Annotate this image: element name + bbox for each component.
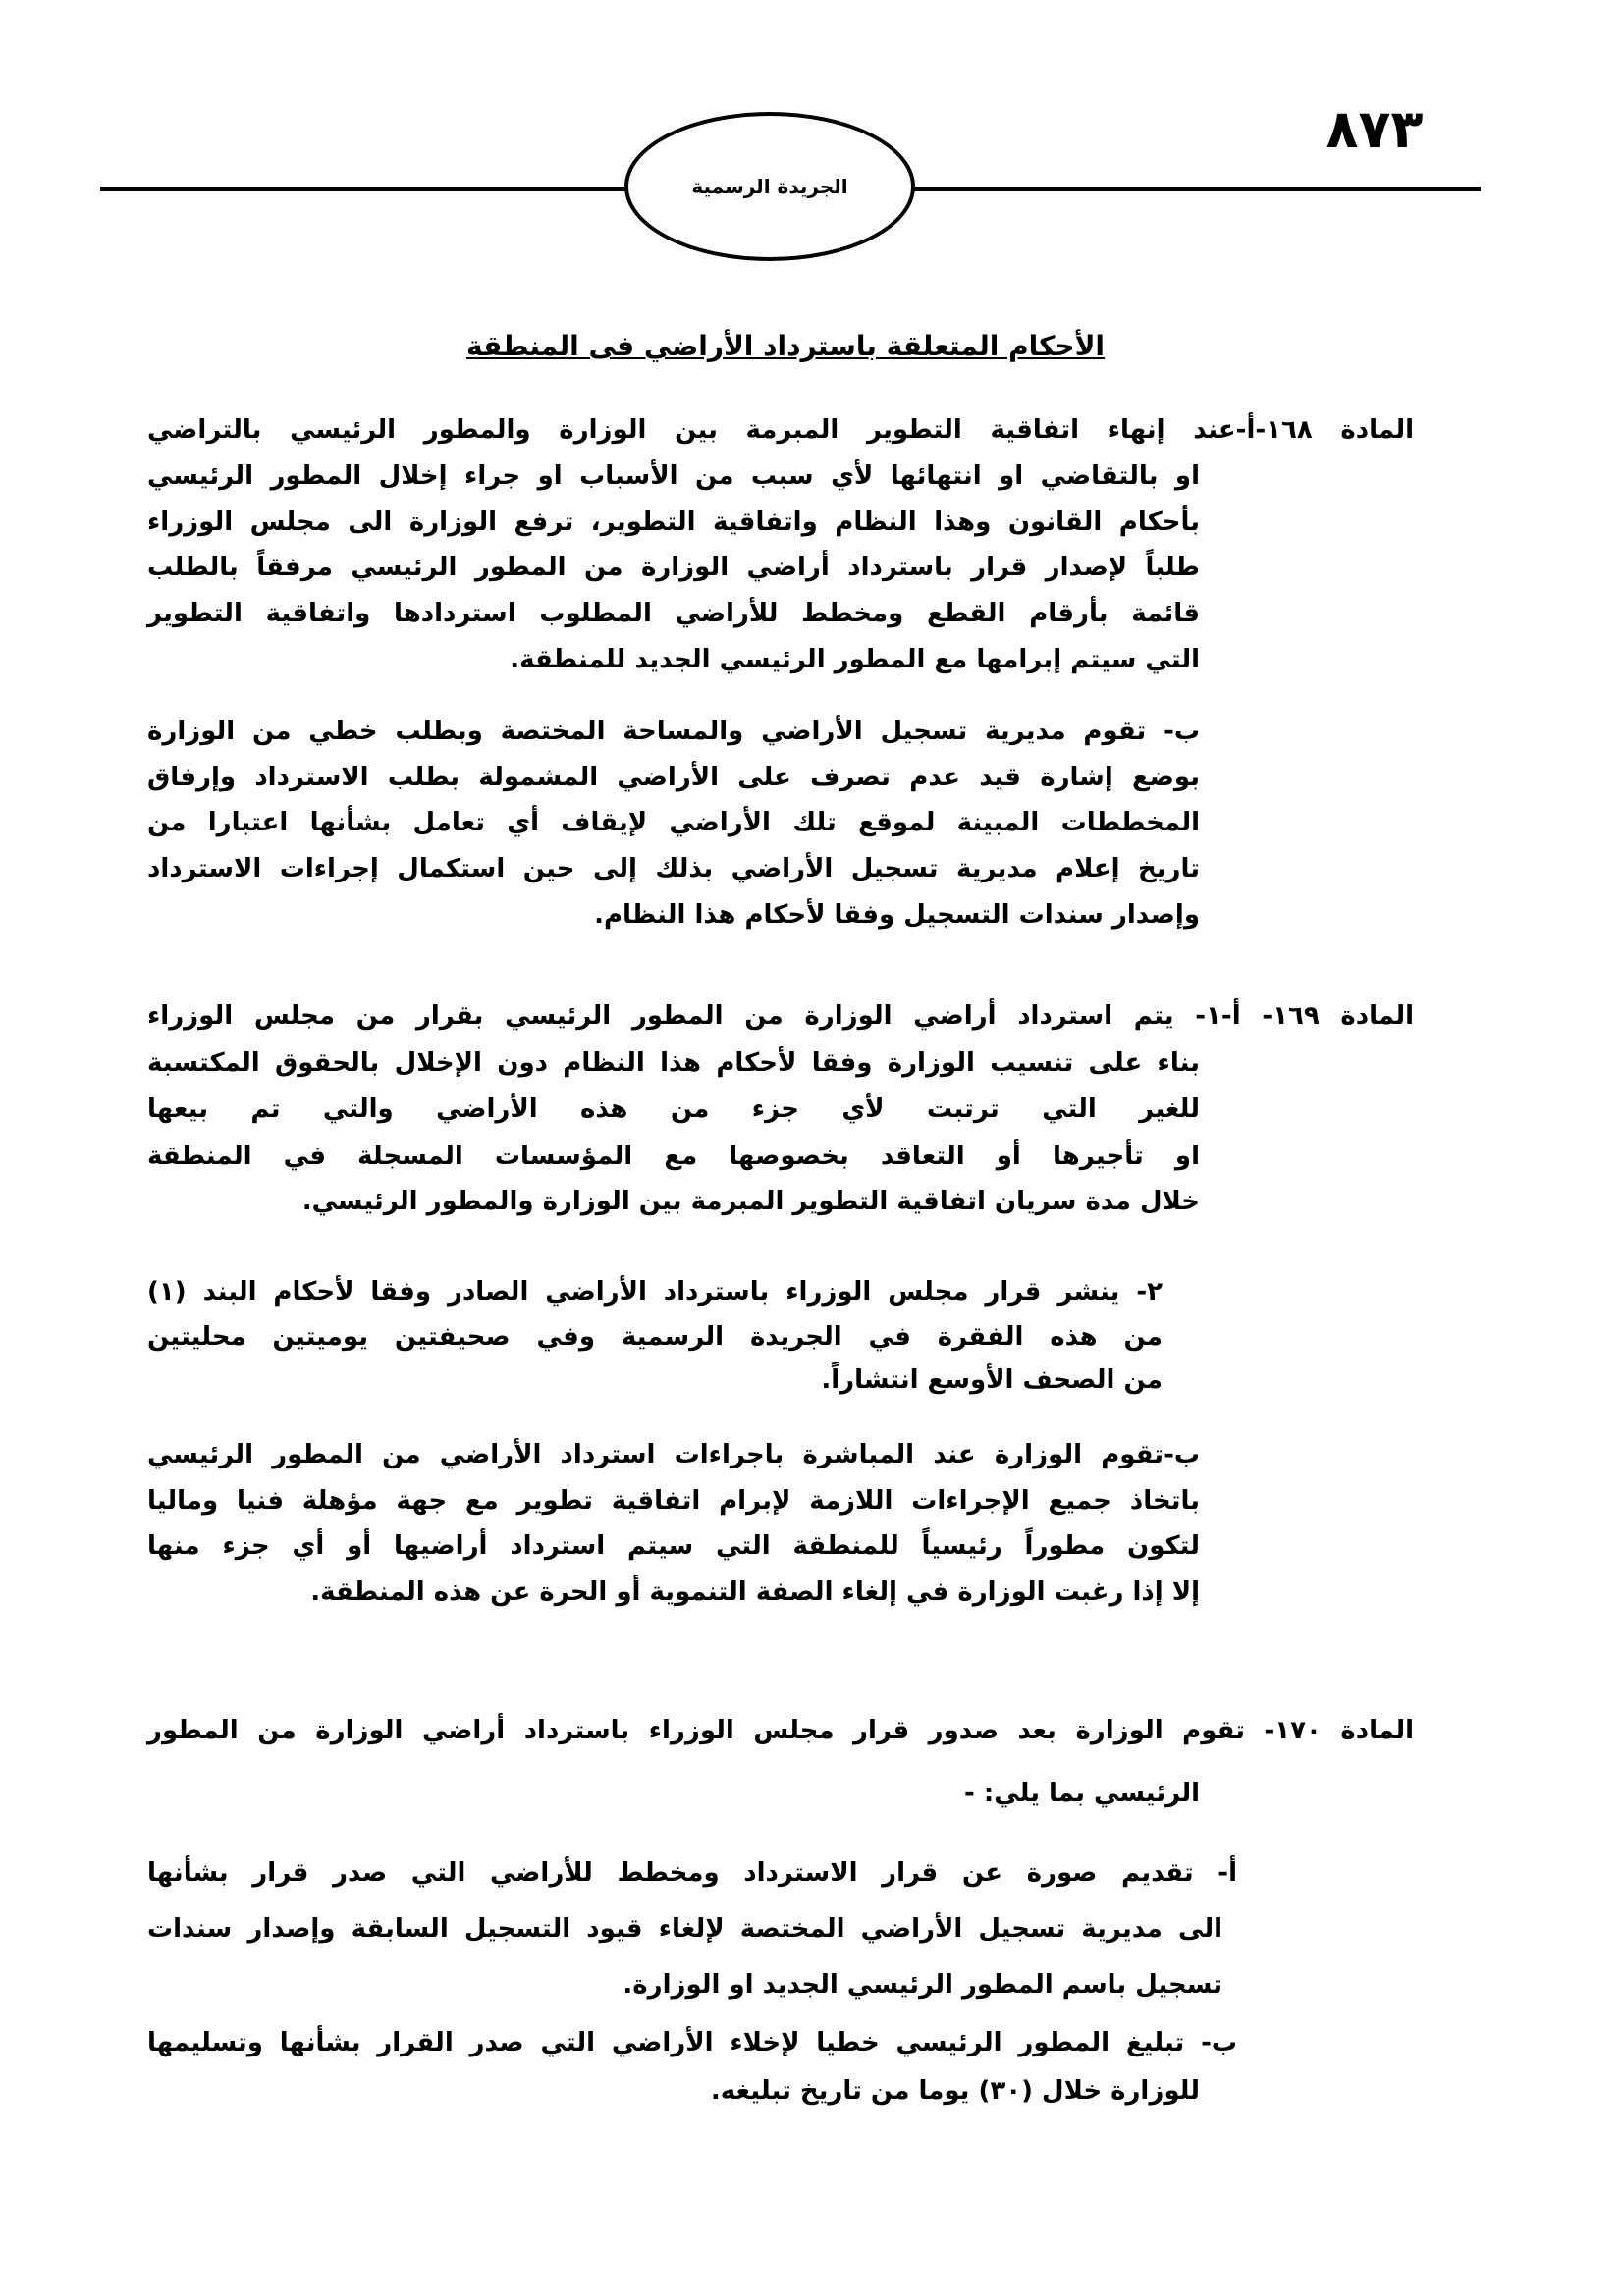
article-168b-line: وإصدار سندات التسجيل وفقا لأحكام هذا النظام. — [594, 900, 1200, 930]
article-168-line: بأحكام القانون وهذا النظام واتفاقية التطوير، ترفع الوزارة الى مجلس الوزراء — [147, 507, 1200, 537]
article-170a-line: تسجيل باسم المطور الرئيسي الجديد او الوزارة. — [623, 1970, 1222, 2000]
article-169-line: بناء على تنسيب الوزارة وفقا لأحكام هذا النظام دون الإخلال بالحقوق المكتسبة — [147, 1048, 1200, 1078]
article-169b-line: إلا إذا رغبت الوزارة في إلغاء الصفة التنموية أو الحرة عن هذه المنطقة. — [310, 1577, 1200, 1607]
article-170a-line: الى مديرية تسجيل الأراضي المختصة لإلغاء قيود التسجيل السابقة وإصدار سندات — [147, 1914, 1222, 1944]
article-169-line: خلال مدة سريان اتفاقية التطوير المبرمة بين الوزارة والمطور الرئيسي. — [301, 1187, 1200, 1216]
article-169-2-line: من هذه الفقرة في الجريدة الرسمية وفي صحيفتين يوميتين محليتين — [147, 1322, 1163, 1352]
article-169b-line: ب-تقوم الوزارة عند المباشرة باجراءات استرداد الأراضي من المطور الرئيسي — [147, 1440, 1200, 1469]
page-number: ٨٧٣ — [1326, 98, 1424, 160]
article-168b-line: بوضع إشارة قيد عدم تصرف على الأراضي المشمولة بطلب الاسترداد وإرفاق — [147, 763, 1200, 792]
article-168-line: التي سيتم إبرامها مع المطور الرئيسي الجديد للمنطقة. — [510, 645, 1200, 674]
article-168b-line: المخططات المبينة لموقع تلك الأراضي لإيقاف أي تعامل بشأنها اعتبارا من — [147, 808, 1200, 837]
section-title: الأحكام المتعلقة باسترداد الأراضي فى المنطقة — [465, 330, 1106, 362]
article-168b-line: تاريخ إعلام مديرية تسجيل الأراضي بذلك إلى حين استكمال إجراءات الاسترداد — [147, 854, 1200, 883]
article-169-2-line: من الصحف الأوسع انتشاراً. — [821, 1365, 1163, 1395]
article-170b-line: ب- تبليغ المطور الرئيسي خطيا لإخلاء الأراضي التي صدر القرار بشأنها وتسليمها — [147, 2028, 1237, 2057]
article-169-line: المادة ١٦٩- أ-١- يتم استرداد أراضي الوزارة من المطور الرئيسي بقرار من مجلس الوزراء — [147, 1001, 1414, 1031]
article-168-line: طلباً لإصدار قرار باسترداد أراضي الوزارة من المطور الرئيسي مرفقاً بالطلب — [147, 553, 1200, 582]
article-170-line: الرئيسي بما يلي: - — [964, 1779, 1200, 1808]
article-170-line: المادة ١٧٠- تقوم الوزارة بعد صدور قرار مجلس الوزراء باسترداد أراضي الوزارة من المطور — [147, 1716, 1414, 1745]
article-169-2-line: ٢- ينشر قرار مجلس الوزراء باسترداد الأراضي الصادر وفقا لأحكام البند (١) — [147, 1277, 1163, 1307]
article-168-line: او بالتقاضي او انتهائها لأي سبب من الأسباب او جراء إخلال المطور الرئيسي — [147, 461, 1200, 491]
article-170a-line: أ- تقديم صورة عن قرار الاسترداد ومخطط للأراضي التي صدر قرار بشأنها — [147, 1858, 1237, 1888]
article-168b-line: ب- تقوم مديرية تسجيل الأراضي والمساحة المختصة وبطلب خطي من الوزارة — [147, 717, 1200, 746]
article-169b-line: باتخاذ جميع الإجراءات اللازمة لإبرام اتفاقية تطوير مع جهة مؤهلة فنيا وماليا — [147, 1486, 1200, 1516]
gazette-name: الجريدة الرسمية — [691, 175, 848, 198]
article-168-line: قائمة بأرقام القطع ومخطط للأراضي المطلوب استردادها واتفاقية التطوير — [147, 599, 1200, 628]
article-169-line: او تأجيرها أو التعاقد بخصوصها مع المؤسسات المسجلة في المنطقة — [147, 1142, 1200, 1171]
article-168-line: المادة ١٦٨-أ-عند إنهاء اتفاقية التطوير المبرمة بين الوزارة والمطور الرئيسي بالتراضي — [147, 415, 1414, 445]
article-169b-line: لتكون مطوراً رئيسياً للمنطقة التي سيتم استرداد أراضيها أو أي جزء منها — [147, 1531, 1200, 1561]
article-170b-line: للوزارة خلال (٣٠) يوما من تاريخ تبليغه. — [710, 2076, 1200, 2106]
article-169-line: للغير التي ترتبت لأي جزء من هذه الأراضي والتي تم بيعها — [147, 1095, 1200, 1124]
gazette-header-oval — [624, 112, 915, 261]
